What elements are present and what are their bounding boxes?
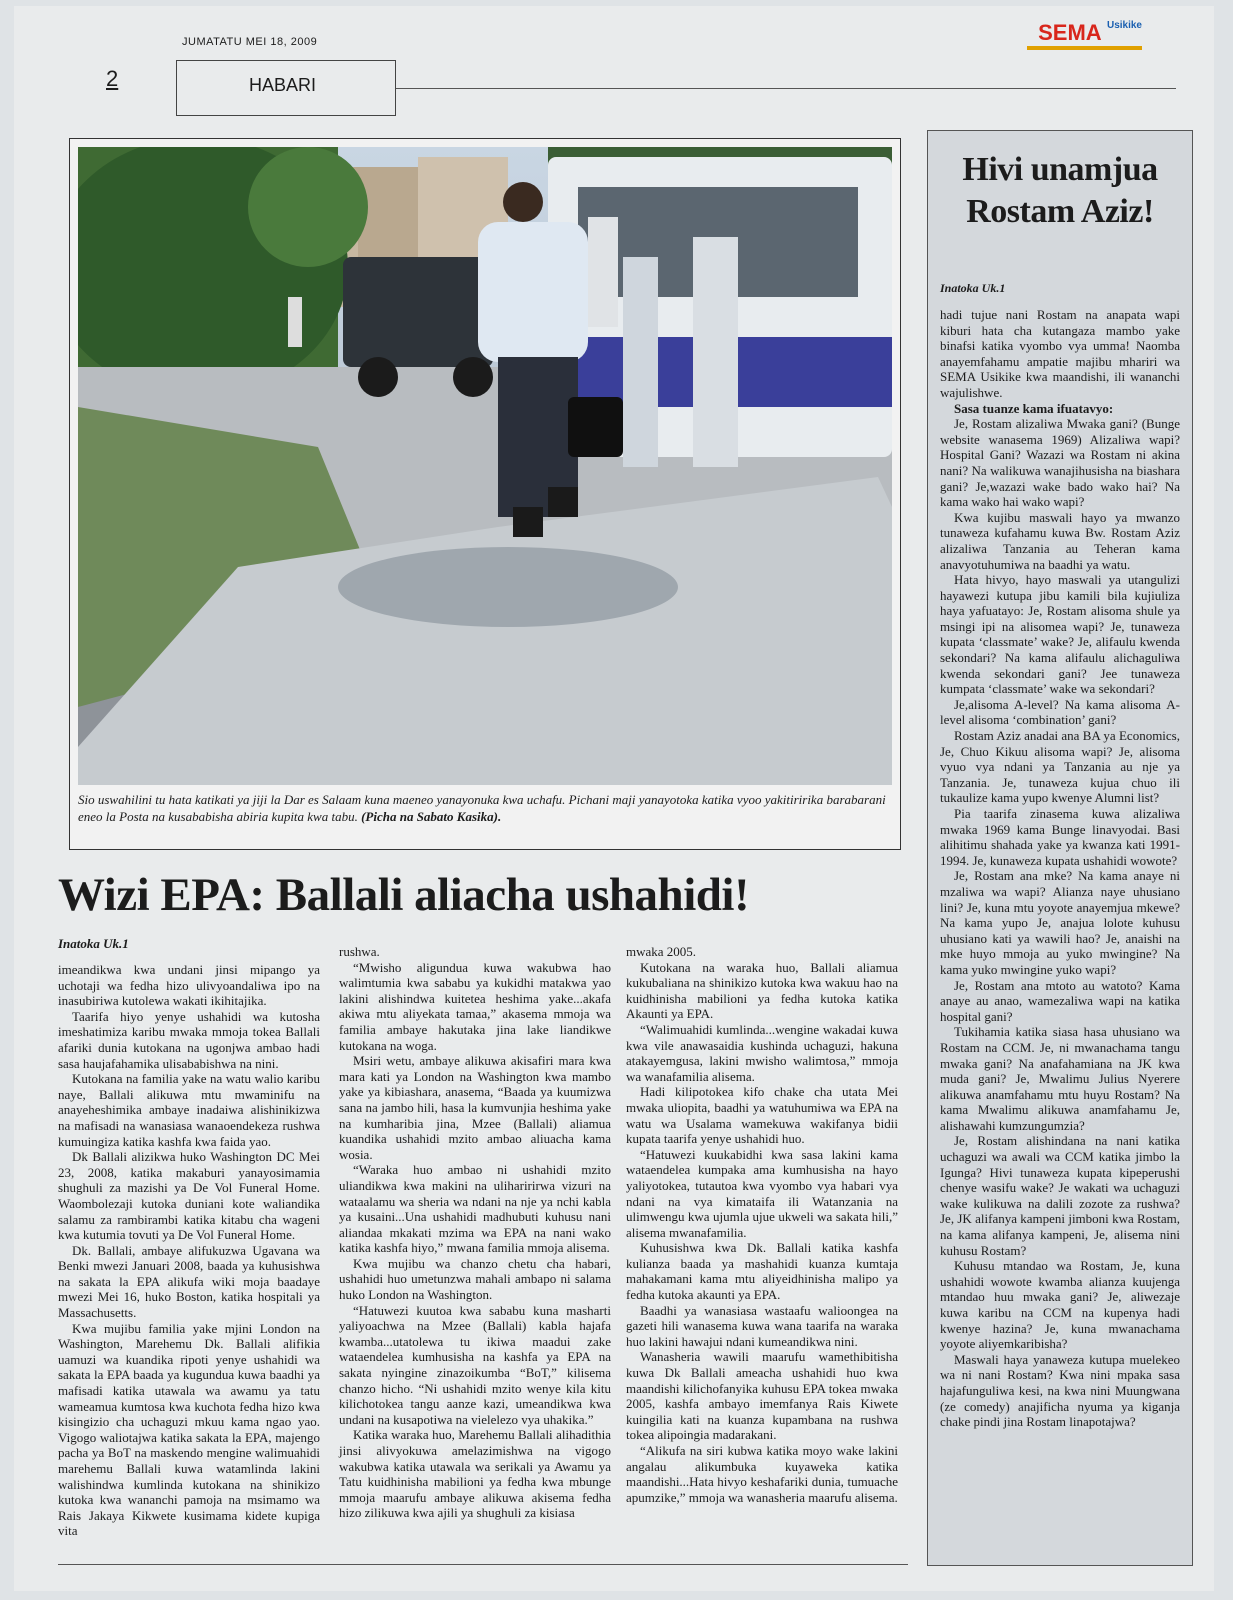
sidebar-paragraph: Maswali haya yanaweza kutupa muelekeo wa ni nani Rostam? Kwa nini mpaka sasa hajafunguliwa kesi, na kwa nini Muungwana (ze comedy) anajificha nyuma ya kiganja chake pindi jina Rostam linapotajwa?: [940, 1351, 1180, 1430]
article-paragraph: Dk Ballali alizikwa huko Washington DC Mei 23, 2008, katika makaburi yanayosimamia shughuli za mazishi ya De Vol Funeral Home. Waombolezaji kutoka duniani kote waliandika salamu za rambirambi katika kitabu cha wageni kwa kutumia tovuti ya De Vol Funeral Home.: [58, 1149, 320, 1243]
sidebar-paragraph: Hata hivyo, hayo maswali ya utangulizi hayawezi kutupa jibu kamili bila kujiuliza haya yafuatayo: Je, Rostam alisoma shule ya msingi ipi na alisomea wapi? Je, tunaweza kupata ‘classmate’ wake? Je, alifaulu kwenda sekondari? Na kama alifaulu alichaguliwa kwenda sekondari gani? Jee tunaweza kumpata ‘classmate’ wake wa sekondari?: [940, 572, 1180, 697]
article-paragraph: “Mwisho aligundua kuwa wakubwa hao walimtumia kwa sababu ya kukidhi matakwa yao lakini alishindwa kuitetea heshima yake...akafa akiwa mtu aliyekata tamaa,” akasema mmoja wa familia ambaye hakutaka jina lake liandikwe kutokana na woga.: [339, 959, 611, 1053]
article-paragraph: Wanasheria wawili maarufu wamethibitisha kuwa Dk Ballali ameacha ushahidi huo kwa maandishi kilichofanyika kuhusu EPA tokea mwaka 2005, kashfa ambayo imemfanya Rais Kiwete kuingilia kati na kuanza kupambana na rushwa tokea alipoingia madarakani.: [626, 1349, 898, 1443]
article-paragraph: Kwa mujibu wa chanzo chetu cha habari, ushahidi huo umetunzwa mahali ambapo ni salama huko London na Washington.: [339, 1255, 611, 1303]
newspaper-page: [14, 6, 1214, 1591]
article-paragraph: Kuhusishwa kwa Dk. Ballali katika kashfa kulianza baada ya mashahidi kuanza kumtaja mahakamani kama mtu aliyeidhinisha malipo ya fedha kutoka akaunti ya EPA.: [626, 1240, 898, 1303]
article-paragraph: Hadi kilipotokea kifo chake cha utata Mei mwaka uliopita, baadhi ya watuhumiwa wa EPA na watu wa Usalama wamekuwa wakifanya bidii kupata taarifa yenye ushahidi huo.: [626, 1084, 898, 1147]
article-headline: Wizi EPA: Ballali aliacha ushahidi!: [58, 869, 750, 921]
article-paragraph: rushwa.: [339, 944, 380, 959]
article-paragraph: Baadhi ya wanasiasa wastaafu walioongea na gazeti hili wanasema kuwa wana taarifa na waraka huo lakini hawajui ndani kumeandikwa nini.: [626, 1302, 898, 1349]
street-photo: [78, 147, 892, 785]
sidebar-subheading: Sasa tuanze kama ifuatavyo:: [954, 400, 1114, 416]
sidebar-paragraph: Tukihamia katika siasa hasa uhusiano wa Rostam na CCM. Je, ni mwanachama tangu mwaka gani? Na anafahamiana na JK kwa muda gani? Je, Mwalimu Julius Nyerere alikuwa anamfahamu mtu huyu Rostam? Na kama Mwalimu alikuwa anamfahamu Je, alishawahi kumzungumzia?: [940, 1024, 1180, 1133]
article-paragraph: “Walimuahidi kumlinda...wengine wakadai kuwa kwa vile anawasaidia kushinda uchaguzi, hakuna atakayemgusa, lakini mwisho walimtosa,” mmoja wa wanafamilia alisema.: [626, 1021, 898, 1084]
caption-text: Sio uswahilini tu hata katikati ya jiji la Dar es Salaam kuna maeneo yanayonuka kwa uchafu. Pichani maji yanayotoka katika vyoo yakitiririka barabarani eneo la Posta na kusababisha abiria kupita kwa tabu.: [78, 792, 886, 824]
article-paragraph: “Hatuwezi kuutoa kwa sababu kuna masharti yaliyoachwa na Mzee (Ballali) kabla hajafa kwamba...utatolewa tu ikiwa maadui zake wataendelea kumhusisha na kashfa ya EPA na sakata nyingine zinazoikumba “BoT,” kilisema chanzo hicho. “Ni ushahidi mzito wenye kila kitu kilichotokea tangu aanze kazi, umeandikwa kwa undani na kusapotiwa na vielelezo vya uhakika.”: [339, 1302, 611, 1427]
sidebar-paragraph: Kuhusu mtandao wa Rostam, Je, kuna ushahidi wowote kwamba alianza kuujenga mtandao huu mwaka gani? Je, aliwezaje kuwa karibu na CCM na kupenya hadi kwenye hazina? Je, kuna mwanachama yoyote aliyemkaribisha?: [940, 1258, 1180, 1352]
street-photo-illustration: [78, 147, 892, 785]
sidebar-paragraph: Je, Rostam ana mtoto au watoto? Kama anaye au anao, wamezaliwa wapi na katika hospital gani?: [940, 977, 1180, 1024]
page-number: 2: [106, 66, 119, 91]
sidebar-paragraph: Je, Rostam alishindana na nani katika uchaguzi wa awali wa CCM katika jimbo la Igunga? Hivi tunaweza kupata kipeperushi chenye wasifu wake? Je wakati wa uchaguzi wake kulikuwa na dalili zozote za rushwa? Je, JK alifanya kampeni jimboni kwa Rostam, na kama alifanya kampeni, Je, alisema nini kuhusu Rostam?: [940, 1133, 1180, 1258]
article-column-2: [339, 944, 611, 1521]
header-rule: [396, 88, 1176, 89]
article-paragraph: “Alikufa na siri kubwa katika moyo wake lakini angalau alikumbuka kuyaweka katika maandishi...Hata hivyo keshafariki dunia, tumuache apumzike,” mmoja wa wanasheria maarufu alisema.: [626, 1443, 898, 1505]
section-label: HABARI: [249, 75, 317, 95]
logo-text: SEMA: [1038, 20, 1101, 45]
article-paragraph: Dk. Ballali, ambaye alifukuzwa Ugavana wa Benki mwezi Januari 2008, baada ya kuhusishwa na sakata la EPA alikufa wiki moja baadaye mwezi Mei 16, huko Boston, katika hospitali ya Massachusetts.: [58, 1242, 320, 1321]
article-paragraph: Taarifa hiyo yenye ushahidi wa kutosha imeshatimiza karibu mwaka mmoja tokea Ballali afariki dunia kutokana na ugonjwa ambao hadi sasa haujafahamika ulisababishwa na nini.: [58, 1008, 320, 1071]
sidebar-paragraph: Kwa kujibu maswali hayo ya mwanzo tunaweza kufahamu kuwa Bw. Rostam Aziz alizaliwa Tanzania au Teheran kama anavyotuhumiwa na baadhi ya watu.: [940, 509, 1180, 572]
sidebar-paragraph: Je, Rostam alizaliwa Mwaka gani? (Bunge website wanasema 1969) Alizaliwa wapi? Hospital Gani? Wazazi wa Rostam ni akina nani? Na walikuwa wanajihusisha na biashara gani? Je,wazazi wake bado wako hai? Na kama wako hai wako wapi?: [940, 416, 1180, 510]
logo-underline: [1027, 46, 1142, 50]
article-paragraph: Kwa mujibu familia yake mjini London na Washington, Marehemu Dk. Ballali alifikia uamuzi wa kuandika ripoti yenye ushahidi wa sakata la EPA baada ya kugundua kuwa baadhi ya mafisadi katika utawala wa awamu ya tatu wameamua kumtosa kwa kuchota fedha hizo kwa kisingizio cha uchaguzi mkuu kama ngao yao. Vigogo waliotajwa katika sakata la EPA, majengo pacha ya BoT na maskendo mengine walimuahidi marehemu Ballali kuwa watamlinda lakini walishindwa kumlinda kutokana na shinikizo kutoka kwa wananchi pamoja na msimamo wa Rais Jakaya Kikwete kusimama kidete kupiga vita: [58, 1320, 320, 1539]
article-byline: Inatoka Uk.1: [58, 936, 129, 951]
footer-rule: [58, 1564, 908, 1565]
sidebar-byline: Inatoka Uk.1: [940, 281, 1006, 295]
article-paragraph: “Waraka huo ambao ni ushahidi mzito uliandikwa kwa makini na uliharirirwa vizuri na wataalamu wa sheria wa ndani na nje ya nchi kabla ya kusaini...Una ushahidi madhubuti kuhusu nani aliandaa mkakati mzima wa EPA na nani wako katika kashfa hiyo,” mwana familia mmoja alisema.: [339, 1162, 611, 1256]
photo-caption: [78, 791, 892, 825]
sema-logo: [1038, 20, 1142, 46]
section-label-box: [176, 60, 396, 116]
sidebar-paragraph: Pia taarifa zinasema kuwa alizaliwa mwaka 1969 kama Bunge linavyodai. Basi alihitimu shahada yake ya kwanza kati 1991-1994. Je, kunaweza kupata ushahidi wowote?: [940, 806, 1180, 868]
article-paragraph: “Hatuwezi kuukabidhi kwa sasa lakini kama wataendelea kumpaka ama kumhusisha na hayo yaliyotokea, tutautoa kwa vyombo vya habari vya ndani na vya kimataifa ili Watanzania na ulimwengu kwa ujumla ujue ukweli wa sakata hili,” alisema mwanafamilia.: [626, 1146, 898, 1240]
caption-credit: (Picha na Sabato Kasika).: [361, 809, 502, 824]
article-paragraph: mwaka 2005.: [626, 944, 697, 959]
article-paragraph: Kutokana na familia yake na watu walio karibu naye, Ballali alikuwa mtu mwaminifu na anayeheshimika ambaye inadaiwa alishinikizwa na mafisadi na wanasiasa wanaoendekeza rushwa kumuingiza katika kashfa kwa faida yao.: [58, 1071, 320, 1149]
sidebar-paragraph: Je,alisoma A-level? Na kama alisoma A-level alisoma ‘combination’ gani?: [940, 696, 1180, 728]
article-paragraph: Msiri wetu, ambaye alikuwa akisafiri mara kwa mara kati ya London na Washington kwa mambo yake ya kibiashara, anasema, “Baada ya kuumizwa sana na jambo hili, hasa la kumvunjia heshima yake na kumharibia jina, Mzee (Ballali) aliamua kuandika ushahidi mzito ambao aliuacha kama wosia.: [339, 1053, 611, 1162]
sidebar-box: [927, 130, 1193, 1566]
issue-date: JUMATATU MEI 18, 2009: [182, 36, 318, 48]
sidebar-paragraph: Je, Rostam ana mke? Na kama anaye ni mzaliwa wa wapi? Alianza naye uhusiano lini? Je, kuna mtu yoyote anayemjua mkewe? Na kama yupo Je, anajua lolote kuhusu uhusiano kati ya wawili hao? Je, anaishi na mke huyo mmoja au yuko mwingine? Na kama yuko mwingine yuko wapi?: [940, 868, 1180, 977]
article-column-3: [626, 944, 898, 1505]
article-column-1: [58, 962, 320, 1539]
article-paragraph: Katika waraka huo, Marehemu Ballali alihadithia jinsi alivyokuwa amelazimishwa na vigogo wakubwa katika utawala wa serikali ya Awamu ya Tatu kuidhinisha mabilioni ya fedha kwa mbunge mmoja maarufu ambaye alikuwa akisema fedha hizo zilikuwa kwa ajili ya shughuli za kisiasa: [339, 1427, 611, 1521]
sidebar-paragraph: Rostam Aziz anadai ana BA ya Economics, Je, Chuo Kikuu alisoma wapi? Je, alisoma vyuo vya ndani ya Tanzania au nje ya Tanzania. Je, tunaweza kujua chuo ili tukaulize kama yupo kwenye Alumni list?: [940, 728, 1180, 806]
photo-frame: [69, 138, 901, 850]
sidebar-text: [940, 307, 1180, 1430]
logo-subtext: Usikike: [1106, 20, 1142, 31]
sidebar-paragraph: hadi tujue nani Rostam na anapata wapi kiburi hata cha kutangaza mambo yake binafsi katika vyombo vya umma! Naomba anayemfahamu ampatie majibu mhariri wa SEMA Usikike kwa maandishi, ili wananchi wajulishwe.: [940, 307, 1180, 400]
sidebar-title: Hivi unamjua Rostam Aziz!: [962, 151, 1158, 230]
article-paragraph: Kutokana na waraka huo, Ballali aliamua kukubaliana na shinikizo kutoka kwa wakuu hao na kuidhinisha mabilioni ya fedha kutoka katika Akaunti ya EPA.: [626, 959, 898, 1022]
article-paragraph: imeandikwa kwa undani jinsi mipango ya uchotaji wa fedha hizo ulivyoandaliwa ipo na inasubiriwa kutolewa wakati ikihitajika.: [58, 962, 320, 1009]
